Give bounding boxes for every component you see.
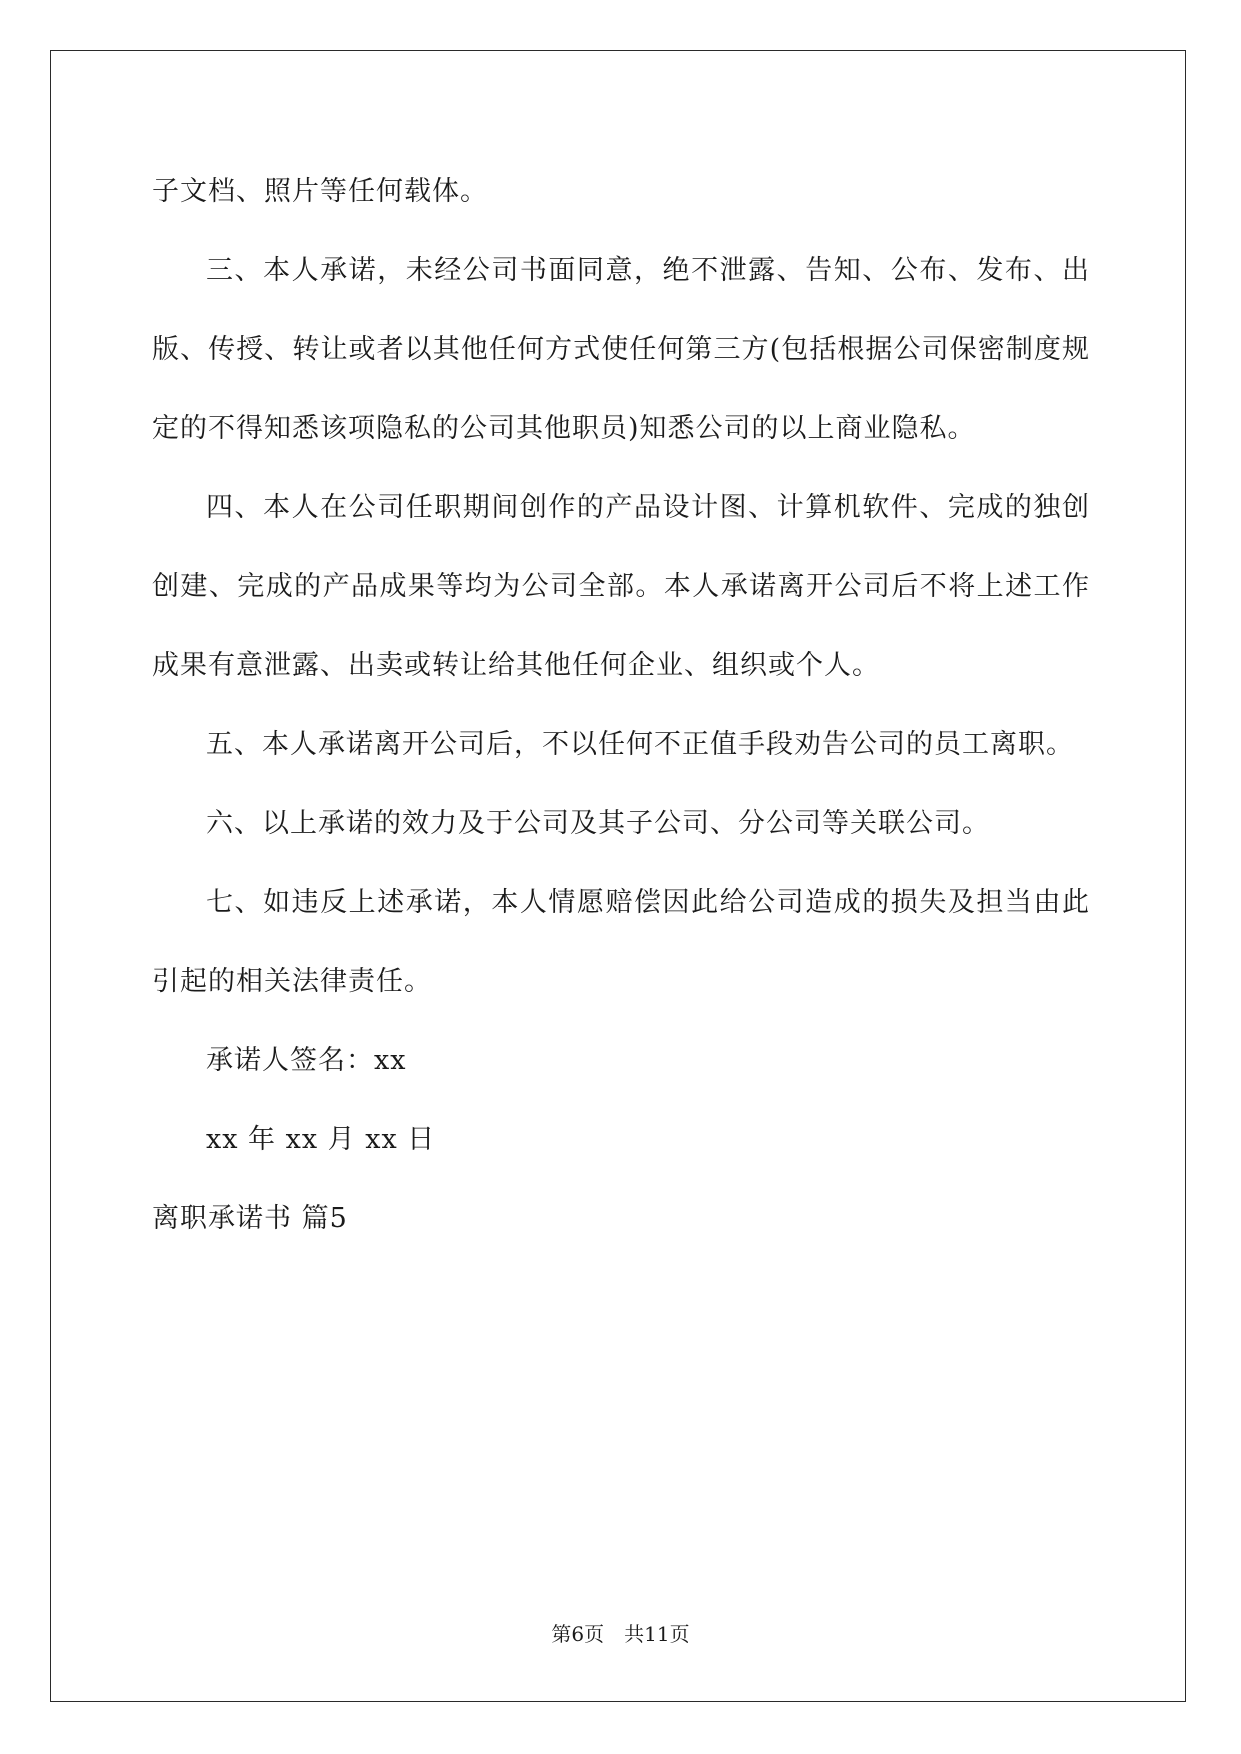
paragraph-clause-3: 三、本人承诺，未经公司书面同意，绝不泄露、告知、公布、发布、出版、传授、转让或者以其他任何方式使任何第三方(包括根据公司保密制度规定的不得知悉该项隐私的公司其他职员)知悉公司的以上商业隐私。 (152, 255, 1090, 444)
section-heading: 离职承诺书 篇5 (152, 1203, 348, 1234)
paragraph-clause-7: 七、如违反上述承诺，本人情愿赔偿因此给公司造成的损失及担当由此引起的相关法律责任。 (152, 887, 1090, 997)
date-line: xx 年 xx 月 xx 日 (206, 1124, 436, 1155)
paragraph-clause-5: 五、本人承诺离开公司后，不以任何不正值手段劝告公司的员工离职。 (206, 729, 1074, 760)
page-total: 共11页 (624, 1622, 690, 1646)
paragraph-continuation: 子文档、照片等任何载体。 (152, 176, 488, 207)
paragraph-clause-6: 六、以上承诺的效力及于公司及其子公司、分公司等关联公司。 (206, 808, 990, 839)
page-number: 第6页 (551, 1622, 605, 1646)
document-body (152, 152, 1090, 1258)
page-footer (0, 1620, 1241, 1648)
paragraph-clause-4: 四、本人在公司任职期间创作的产品设计图、计算机软件、完成的独创创建、完成的产品成果等均为公司全部。本人承诺离开公司后不将上述工作成果有意泄露、出卖或转让给其他任何企业、组织或个人。 (152, 492, 1090, 681)
signature-line: 承诺人签名：xx (206, 1045, 407, 1076)
